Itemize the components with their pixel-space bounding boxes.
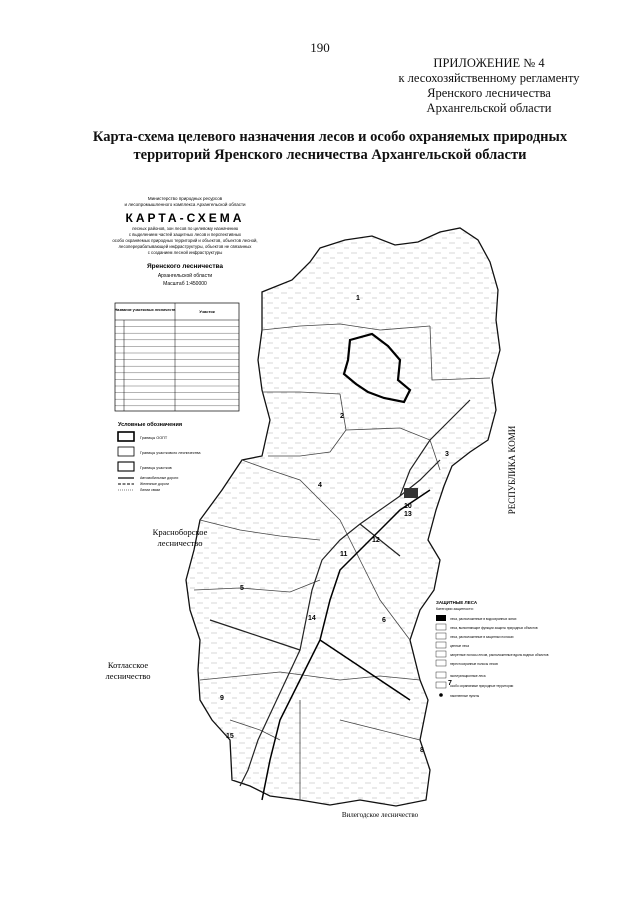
section-number-label: 15 (226, 733, 234, 740)
appendix-line-1: ПРИЛОЖЕНИЕ № 4 (433, 56, 545, 70)
label-vilegodsk: Вилегодское лесничество (341, 811, 419, 819)
legend-title: Условные обозначения (118, 422, 183, 428)
protected-item-8: особо охраняемые природные территории (450, 684, 514, 688)
section-number-label: 3 (445, 451, 449, 458)
desc-line-1: лесных районов, зон лесов по целевому назначению (131, 226, 239, 231)
table-col-2: Участок (199, 309, 215, 314)
title-line-2: территорий Яренского лесничества Архангельской области (133, 147, 527, 163)
map-scale: Масштаб 1:450000 (163, 281, 207, 287)
label-komi: РЕСПУБЛИКА КОМИ (507, 425, 517, 515)
protected-item-4: ценные леса (450, 644, 470, 648)
map-legend (118, 421, 201, 492)
protected-item-9: населенные пункты (450, 694, 480, 698)
settlement-icon (404, 488, 418, 498)
region-name: Архангельской области (157, 273, 213, 279)
ministry-line-2: и лесопромышленного комплекса Архангельской области (124, 202, 246, 207)
table-col-1: Название участковых лесничеств (114, 308, 176, 312)
desc-line-3: особо охраняемых природных территорий и объектов, объектов лесной, (112, 238, 258, 243)
protected-item-1: леса, расположенные в водоохранных зонах (450, 617, 517, 621)
ministry-line-1: Министерство природных ресурсов (147, 196, 223, 201)
legend-item-6: Линии связи (140, 488, 161, 492)
desc-line-5: с созданием лесной инфраструктуры (147, 250, 223, 255)
section-number-label: 14 (308, 615, 316, 622)
protected-title: ЗАЩИТНЫЕ ЛЕСА (436, 600, 478, 605)
title-line-1: Карта-схема целевого назначения лесов и особо охраняемых природных (92, 129, 568, 145)
page-number: 190 (310, 40, 330, 55)
section-number-label: 13 (404, 511, 412, 518)
section-number-label: 5 (240, 585, 244, 592)
section-number-label: 1 (356, 295, 360, 302)
legend-item-3: Границы участков (140, 466, 172, 470)
label-kotlas: Котласское лесничество (105, 660, 151, 681)
protected-forests-legend (436, 600, 549, 698)
section-number-label: 12 (372, 537, 380, 544)
desc-line-2: с выделением частей защитных лесов и перспективных (128, 232, 242, 237)
protected-subtitle: Категории защитности: (436, 607, 474, 611)
protected-item-3: леса, расположенные в защитных полосах (450, 635, 514, 639)
section-number-label: 4 (318, 482, 322, 489)
section-number-label: 10 (404, 503, 412, 510)
forestry-name: Яренского лесничества (146, 263, 224, 270)
appendix-line-2: к лесохозяйственному регламенту (398, 71, 580, 85)
map-title-block (112, 196, 257, 287)
legend-item-1: Границы ООПТ (140, 436, 168, 440)
protected-item-7: эксплуатационные леса (450, 674, 486, 678)
map-heading: КАРТА-СХЕМА (125, 211, 245, 225)
section-number-label: 9 (220, 695, 224, 702)
appendix-line-3: Яренского лесничества (427, 86, 551, 100)
section-number-label: 7 (448, 680, 452, 687)
appendix-line-4: Архангельской области (426, 101, 552, 115)
section-number-label: 11 (340, 551, 348, 558)
label-krasnoborsk: Красноборское лесничество (152, 527, 208, 548)
legend-item-4: Автомобильные дороги (140, 476, 179, 480)
sections-table (115, 303, 239, 411)
protected-item-5: запретные полосы лесов, расположенные вдоль водных объектов (450, 653, 549, 657)
section-number-label: 6 (382, 617, 386, 624)
legend-item-2: Границы участкового лесничества (140, 451, 201, 455)
section-number-label: 2 (340, 413, 344, 420)
protected-item-6: нерестоохранные полосы лесов (450, 662, 498, 666)
section-number-label: 8 (420, 747, 424, 754)
legend-item-5: Железные дороги (140, 482, 170, 486)
desc-line-4: лесоперерабатывающей инфраструктуры, объектов не связанных (118, 244, 252, 249)
protected-item-2: леса, выполняющие функции защиты природных объектов (450, 626, 538, 630)
